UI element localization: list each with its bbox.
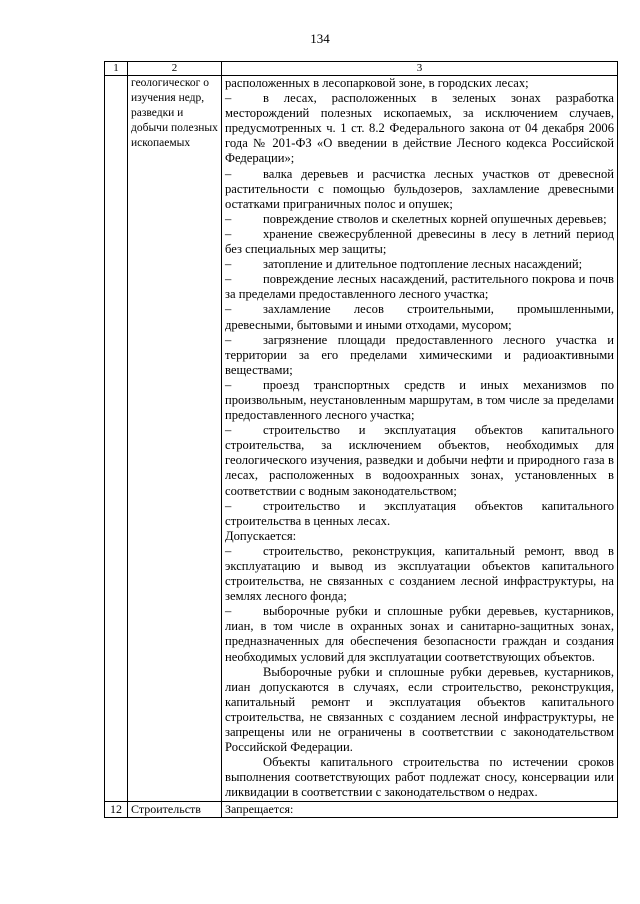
list-item	[225, 333, 614, 378]
row-content	[222, 76, 618, 802]
list-item	[225, 423, 614, 498]
paragraph-text: повреждение стволов и скелетных корней опушечных деревьев;	[263, 211, 607, 226]
paragraph-text: повреждение лесных насаждений, растительного покрова и почв за пределами предоставленного лесного участка;	[225, 272, 614, 302]
header-cell-1: 1	[105, 62, 128, 76]
dash-marker: –	[225, 423, 232, 438]
row-number	[105, 76, 128, 802]
dash-marker: –	[225, 257, 232, 272]
paragraph-text: Допускается:	[225, 528, 297, 543]
list-item	[225, 302, 614, 332]
list-item	[225, 604, 614, 664]
dash-marker: –	[225, 543, 232, 558]
table-row	[105, 76, 618, 802]
paragraph-text: захламление лесов строительными, промышленными, древесными, бытовыми и иными отходами, мусором;	[225, 302, 614, 332]
paragraph	[225, 665, 614, 756]
dash-marker: –	[225, 226, 232, 241]
paragraph	[225, 76, 614, 91]
paragraph-text: выборочные рубки и сплошные рубки деревьев, кустарников, лиан, в том числе в охранных зонах и санитарно-защитных зонах, предназначенных для обеспечения безопасности граждан и создания необходимых условий для эксплуатации соответствующих объектов.	[225, 604, 614, 664]
row-content: Запрещается:	[222, 801, 618, 817]
paragraph-text: валка деревьев и расчистка лесных участков от древесной растительности с помощью бульдозеров, захламление древесными остатками приграничных полос и опушек;	[225, 166, 614, 211]
paragraph-text: загрязнение площади предоставленного лесного участка и территории за его пределами химическими и радиоактивными веществами;	[225, 332, 614, 377]
paragraph	[225, 755, 614, 800]
list-item	[225, 212, 614, 227]
header-cell-2: 2	[128, 62, 222, 76]
paragraph-text: строительство и эксплуатация объектов капитального строительства в ценных лесах.	[225, 498, 614, 528]
document-table	[104, 61, 618, 818]
paragraph-text: расположенных в лесопарковой зоне, в городских лесах;	[225, 76, 529, 90]
dash-marker: –	[225, 211, 232, 226]
paragraph-text: проезд транспортных средств и иных механизмов по произвольным, неустановленным маршрутам, в том числе за пределами предоставленного лесного участка;	[225, 377, 614, 423]
dash-marker: –	[225, 377, 232, 392]
paragraph-text: Объекты капитального строительства по истечении сроков выполнения соответствующих работ подлежат сносу, консервации или ликвидации в соответствии с законодательством о недрах.	[225, 755, 614, 800]
list-item	[225, 91, 614, 166]
dash-marker: –	[225, 91, 232, 106]
row-name: Строительств	[128, 801, 222, 817]
page-number: 134	[310, 31, 330, 46]
list-item	[225, 499, 614, 529]
header-cell-3: 3	[222, 62, 618, 76]
paragraph	[225, 529, 614, 544]
paragraph-text: хранение свежесрубленной древесины в лесу в летний период без специальных мер защиты;	[225, 226, 614, 257]
paragraph-text: затопление и длительное подтопление лесных насаждений;	[263, 257, 583, 272]
paragraph-text: в лесах, расположенных в зеленых зонах разработка месторождений полезных ископаемых, за исключением случаев, предусмотренных ч. 1 ст. 8.2 Федерального закона от 04 декабря 2006 года № 201-ФЗ «О введении в действие Лесного кодекса Российской Федерации»;	[225, 91, 614, 166]
list-item	[225, 544, 614, 604]
table-row	[105, 801, 618, 817]
list-item	[225, 167, 614, 212]
dash-marker: –	[225, 332, 232, 347]
dash-marker: –	[225, 166, 232, 181]
list-item	[225, 227, 614, 257]
dash-marker: –	[225, 302, 232, 317]
row-number: 12	[105, 801, 128, 817]
list-item	[225, 257, 614, 272]
row-name: геологическог о изучения недр, разведки и добычи полезных ископаемых	[128, 76, 222, 802]
list-item	[225, 378, 614, 423]
dash-marker: –	[225, 272, 232, 287]
dash-marker: –	[225, 498, 232, 513]
paragraph-text: Выборочные рубки и сплошные рубки деревьев, кустарников, лиан допускаются в случаях, если строительство, реконструкция, капитальный ремонт и эксплуатация объектов капитального строительства, не связанных с созданием лесной инфраструктуры, не запрещены или не ограничены в соответствии с законодательством Российской Федерации.	[225, 664, 614, 755]
paragraph-text: строительство и эксплуатация объектов капитального строительства, за исключением объектов, необходимых для геологического изучения, разведки и добычи нефти и природного газа в лесах, расположенных в водоохранных зонах, установленных в соответствии с водным законодательством;	[225, 423, 614, 498]
paragraph-text: строительство, реконструкция, капитальный ремонт, ввод в эксплуатацию и вывод из эксплуатации объектов капитального строительства, не связанных с созданием лесной инфраструктуры, на землях лесного фонда;	[225, 543, 614, 604]
table-header-row	[105, 62, 618, 76]
list-item	[225, 272, 614, 302]
dash-marker: –	[225, 604, 232, 619]
